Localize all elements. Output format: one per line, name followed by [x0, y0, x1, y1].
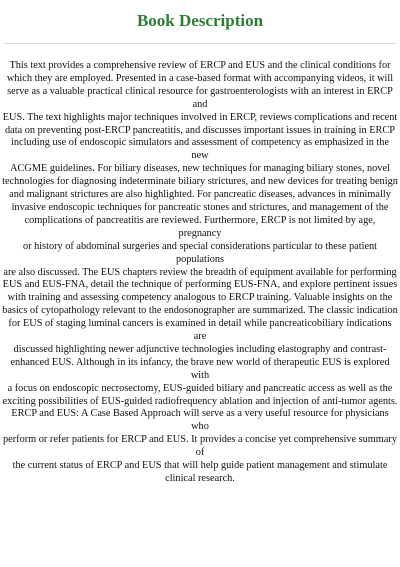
description-text: This text provides a comprehensive review of ERCP and EUS and the clinical conditions for which they are employed. Presented in a case-based format with accompanying videos, it will serve as a valuable practical clinical resource for gastroenterologists with an interest in ERCP and EUS. The text highlights major techniques involved in ERCP, reviews complications and recent data on preventing post-ERCP pancreatitis, and discusses important issues in training in ERCP including use of endoscopic simulators and assessment of competency as emphasized in the new ACGME guidelines. For biliary diseases, new techniques for managing biliary stones, novel technologies for diagnosing indeterminate biliary strictures, and new devices for treating benign and malignant strictures are also highlighted. For pancreatic diseases, advances in minimally invasive endoscopic techniques for pancreatic stones and strictures, and management of the complications of pancreatitis are reviewed. Furthermore, ERCP is not limited by age, pregnancy or history of abdominal surgeries and special considerations particular to these patient populations are also discussed. The EUS chapters review the breadth of equipment available for performing EUS and EUS-FNA, detail the technique of performing EUS-FNA, and explore pertinent issues with training and assessing competency analogous to ERCP training. Valuable insights on the basics of cytopathology relevant to the endosonographer are summarized. The classic indication for EUS of staging luminal cancers is examined in detail while pancreaticobiliary indications are discussed highlighting newer adjunctive technologies including elastography and contrast- enhanced EUS. Although in its infancy, the brave new world of therapeutic EUS is explored with a focus on endoscopic necrosectomy, EUS-guided biliary and pancreatic access as well as the exciting possibilities of EUS-guided radiofrequency ablation and injection of anti-tumor agents. ERCP and EUS: A Case Based Approach will serve as a very useful resource for physicians who perform or refer patients for ERCP and EUS. It provides a concise yet comprehensive summary of the current status of ERCP and EUS that will help guide patient management and stimulate clinical research.: [2, 60, 398, 484]
page-title: Book Description: [136, 11, 264, 30]
title-divider: [4, 43, 396, 44]
